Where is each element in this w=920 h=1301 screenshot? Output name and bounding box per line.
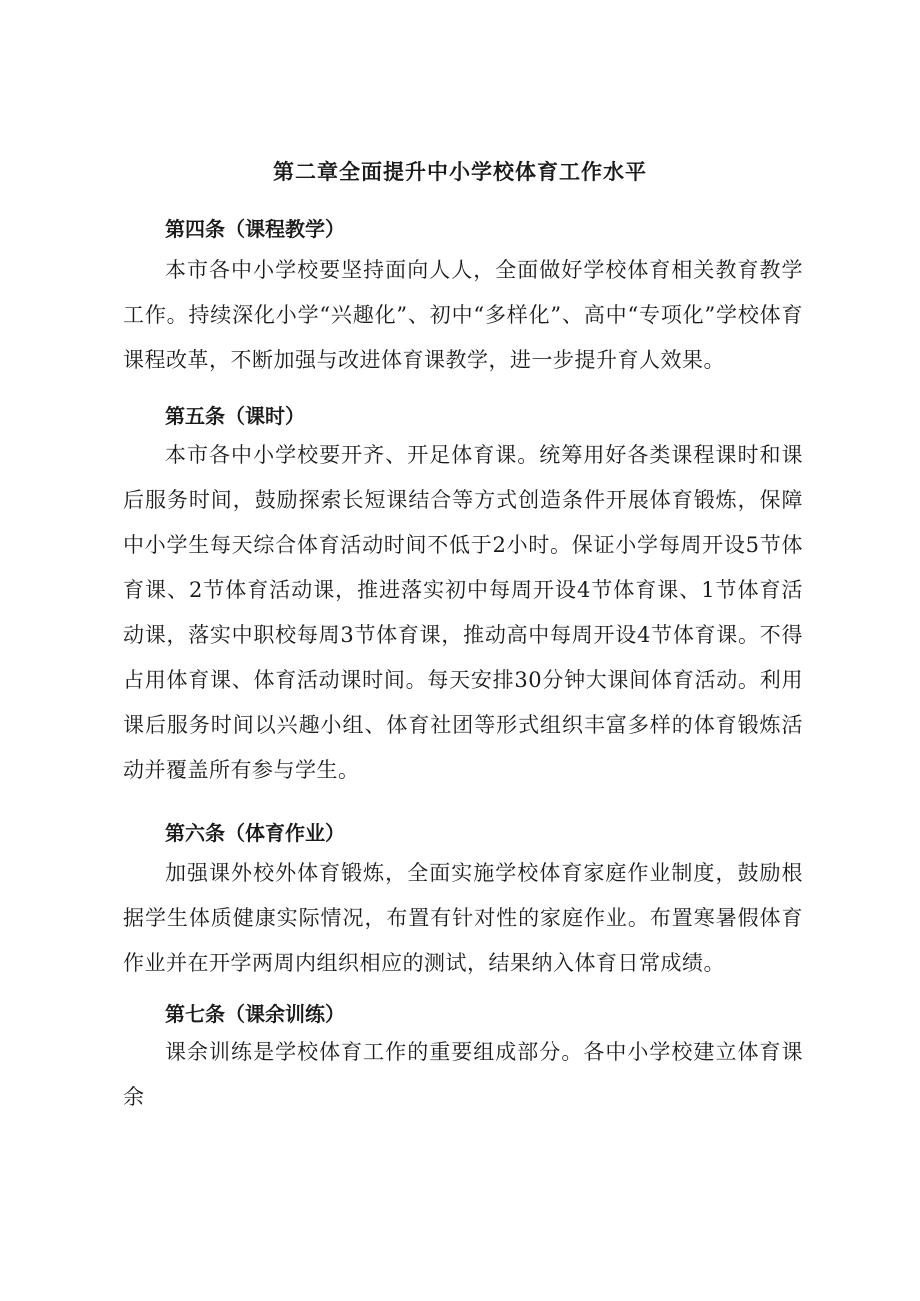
chapter-title: 第二章全面提升中小学校体育工作水平 [273, 160, 647, 184]
article-heading-6: 第六条（体育作业） [165, 821, 345, 845]
article-heading-7: 第七条（课余训练） [165, 1002, 345, 1026]
article-body-6: 加强课外校外体育锻炼，全面实施学校体育家庭作业制度，鼓励根据学生体质健康实际情况，布置有针对性的家庭作业。布置寒暑假体育作业并在开学两周内组织相应的测试，结果纳入体育日常成绩。 [123, 861, 803, 975]
article-heading-5: 第五条（课时） [165, 404, 305, 428]
article-body-5: 本市各中小学校要开齐、开足体育课。统筹用好各类课程课时和课后服务时间，鼓励探索长短课结合等方式创造条件开展体育锻炼，保障中小学生每天综合体育活动时间不低于2小时。保证小学每周开设5节体育课、2节体育活动课，推进落实初中每周开设4节体育课、1节体育活动课，落实中职校每周3节体育课，推动高中每周开设4节体育课。不得占用体育课、体育活动课时间。每天安排30分钟大课间体育活动。利用课后服务时间以兴趣小组、体育社团等形式组织丰富多样的体育锻炼活动并覆盖所有参与学生。 [123, 443, 803, 782]
article-body-4: 本市各中小学校要坚持面向人人，全面做好学校体育相关教育教学工作。持续深化小学“兴趣化”、初中“多样化”、高中“专项化”学校体育课程改革，不断加强与改进体育课教学，进一步提升育人效果。 [123, 258, 803, 372]
article-heading-4: 第四条（课程教学） [165, 217, 345, 241]
article-body-7: 课余训练是学校体育工作的重要组成部分。各中小学校建立体育课余 [123, 1040, 803, 1109]
